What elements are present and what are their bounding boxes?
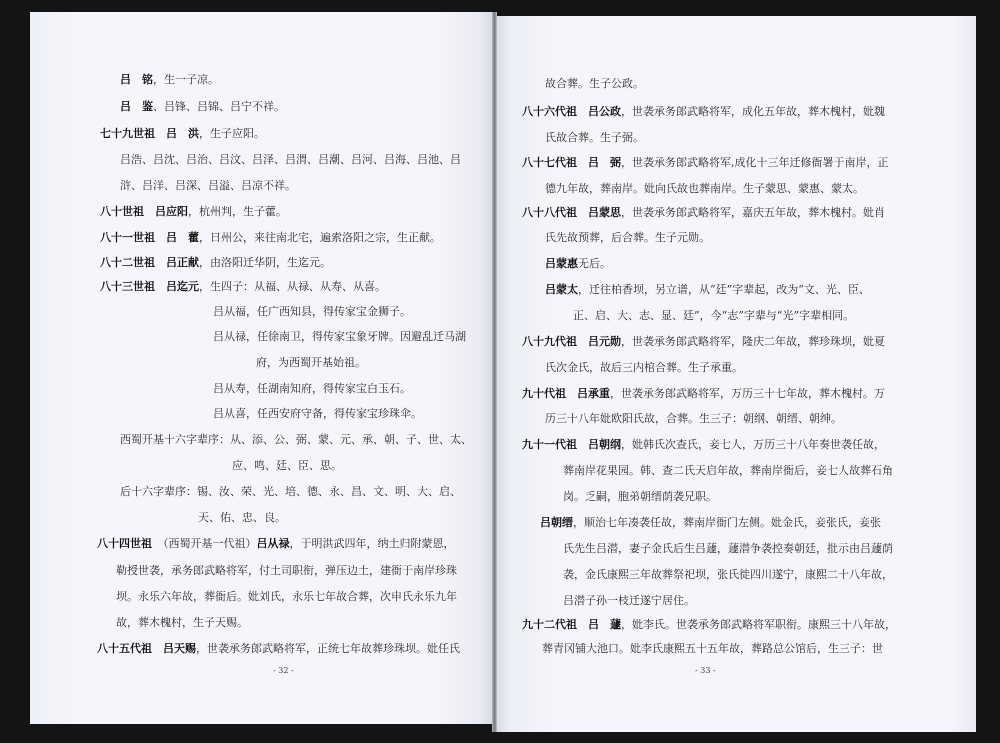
text-line — [100, 205, 287, 219]
text-line — [522, 618, 896, 632]
text-line — [213, 407, 422, 421]
text-line — [522, 105, 885, 119]
genealogy-heading: 八十六代祖 吕公政 — [522, 105, 621, 118]
genealogy-heading: 九十一代祖 吕朝纲 — [522, 438, 621, 451]
body-text: （西蜀开基一代祖） — [163, 537, 257, 550]
text-line — [540, 516, 881, 530]
genealogy-heading: 九十代祖 吕承重 — [522, 387, 610, 400]
text-line — [97, 642, 460, 656]
genealogy-heading: 七十九世祖 吕 洪 — [100, 127, 199, 140]
text-line — [563, 542, 893, 556]
text-line — [522, 206, 885, 220]
text-line — [545, 182, 864, 196]
genealogy-heading: 八十八代祖 吕蒙思 — [522, 206, 621, 219]
body-text: ，生四子：从福、从禄、从寿、从喜。 — [199, 280, 386, 293]
genealogy-heading: 八十四世祖 — [97, 537, 163, 550]
body-text: 袭，金氏康熙三年故葬祭祀坝，张氏徙四川遂宁，康熙二十八年故， — [563, 568, 893, 581]
text-line — [116, 564, 457, 578]
text-line — [563, 490, 717, 504]
text-line — [563, 464, 893, 478]
body-text: 正、启、大、志、显、廷”，今“志”字辈与“光”字辈相同。 — [573, 309, 855, 322]
text-line — [545, 257, 611, 271]
page-number: - 32 - — [273, 666, 294, 675]
left-page — [30, 12, 493, 724]
text-line — [545, 231, 710, 245]
body-text: 氏故合葬。生子弼。 — [545, 131, 644, 144]
body-text: 西蜀开基十六字辈序：从、添、公、弼、蒙、元、承、朝、子、世、太、 — [120, 433, 472, 446]
body-text: ，世袭承务郎武略将军，嘉庆五年故，葬木槐村。妣肖 — [621, 206, 885, 219]
text-line — [256, 356, 366, 370]
page-number: - 33 - — [695, 666, 716, 675]
book-spine — [492, 12, 497, 732]
text-line — [120, 100, 285, 114]
body-text: 应、鸣、廷、臣、思。 — [232, 459, 342, 472]
body-text: ，妣韩氏次查氏，妾七人，万历三十八年奏世袭任故， — [621, 438, 885, 451]
body-text: ，世袭承务郎武略将军，隆庆二年故，葬珍珠坝，妣夏 — [621, 335, 885, 348]
text-line — [573, 309, 854, 323]
genealogy-heading: 八十世祖 吕应阳 — [100, 205, 188, 218]
text-line — [545, 131, 644, 145]
body-text: 葬南岸花果园。韩、查二氏天启年故，葬南岸衙后，妾七人故葬石角 — [563, 464, 893, 477]
body-text: ，杭州判，生子藿。 — [188, 205, 287, 218]
text-line — [198, 511, 286, 525]
body-text: 德九年故，葬南岸。妣向氏故也葬南岸。生子蒙思、蒙惠、蒙太。 — [545, 182, 864, 195]
genealogy-heading: 九十二代祖 吕 蘧 — [522, 618, 621, 631]
text-line — [97, 537, 455, 551]
genealogy-heading: 八十七代祖 吕 弼 — [522, 156, 621, 169]
body-text: 后十六字辈序：锡、汝、荣、光、培、德、永、昌、文、明、大、启、 — [120, 485, 461, 498]
body-text: 葬青冈铺大池口。妣李氏康熙五十五年故，葬路总公馆后，生三子：世 — [542, 642, 883, 655]
text-line — [522, 335, 885, 349]
genealogy-heading: 吕从禄 — [256, 537, 290, 550]
text-line — [545, 412, 842, 426]
text-line — [563, 568, 893, 582]
text-line — [213, 330, 466, 344]
text-line — [213, 305, 411, 319]
body-text: ，由洛阳迁华阴，生迄元。 — [199, 256, 331, 269]
text-line — [545, 361, 743, 375]
genealogy-heading: 八十三世祖 吕迄元 — [100, 280, 199, 293]
genealogy-heading: 吕朝缙 — [540, 516, 573, 529]
text-line — [100, 127, 265, 141]
text-line — [116, 590, 457, 604]
body-text: 氏次金氏，故后三内棺合葬。生子承重。 — [545, 361, 743, 374]
text-line — [545, 283, 870, 297]
body-text: 浒、吕洋、吕深、吕溢、吕凉不祥。 — [120, 179, 296, 192]
genealogy-heading: 吕 鉴 — [120, 100, 153, 113]
body-text: ，于明洪武四年，纳土归附蒙恩， — [289, 537, 455, 550]
body-text: ，生一子凉。 — [153, 73, 219, 86]
body-text: 吕从喜，任西安府守备，得传家宝珍珠伞。 — [213, 407, 422, 420]
body-text: 历三十八年妣欧阳氏故，合葬。生三子：朝纲、朝缙、朝绅。 — [545, 412, 842, 425]
body-text: 天、佑、忠、良。 — [198, 511, 286, 524]
text-line — [213, 382, 411, 396]
body-text: 吕从福，任广西知县，得传家宝金狮子。 — [213, 305, 411, 318]
body-text: ，世袭承务郎武略将军，正统七年故葬珍珠坝。妣任氏 — [196, 642, 460, 655]
body-text: 、吕锋、吕锦、吕宁不祥。 — [153, 100, 285, 113]
body-text: ，世袭承务郎武略将军,成化十三年迁修衙署于南岸，正 — [621, 156, 889, 169]
body-text: 吕浩、吕沈、吕治、吕汶、吕泽、吕渭、吕潮、吕河、吕海、吕池、吕 — [120, 153, 461, 166]
genealogy-heading: 八十一世祖 吕 藿 — [100, 231, 199, 244]
body-text: ，日州公，来往南北宅，遍索洛阳之宗，生正献。 — [199, 231, 441, 244]
body-text: ，妣李氏。世袭承务郎武略将军职衔。康熙三十八年故， — [621, 618, 896, 631]
genealogy-heading: 吕蒙太 — [545, 283, 578, 296]
text-line — [545, 77, 644, 91]
body-text: 氏先生吕潜，妻子金氏后生吕蘧，蘧潜争袭控奏朝廷，批示由吕蘧荫 — [563, 542, 893, 555]
text-line — [522, 156, 889, 170]
text-line — [120, 73, 219, 87]
body-text: ，世袭承务郎武略将军，万历三十七年故，葬木槐村。万 — [610, 387, 885, 400]
text-line — [100, 256, 331, 270]
text-line — [116, 616, 248, 630]
body-text: ，生子应阳。 — [199, 127, 265, 140]
body-text: 故合葬。生子公政。 — [545, 77, 644, 90]
genealogy-heading: 八十二世祖 吕正献 — [100, 256, 199, 269]
body-text: ，世袭承务郎武略将军，成化五年故，葬木槐村，妣魏 — [621, 105, 885, 118]
body-text: 故，葬木槐村，生子天赐。 — [116, 616, 248, 629]
body-text: ，迁往柏香坝，另立谱，从“廷”字辈起，改为“文、光、臣、 — [578, 283, 870, 296]
body-text: 勒授世袭，承务郎武略将军，付土司职衔，弹压边土，建衙于南岸珍珠 — [116, 564, 457, 577]
text-line — [120, 179, 296, 193]
body-text: 无后。 — [578, 257, 611, 270]
body-text: 坝。永乐六年故，葬衙后。妣刘氏，永乐七年故合葬，次申氏永乐九年 — [116, 590, 457, 603]
text-line — [522, 438, 885, 452]
body-text: ，顺治七年凑袭任故，葬南岸衙门左侧。妣金氏，妾张氏，妾张 — [573, 516, 881, 529]
genealogy-heading: 吕蒙惠 — [545, 257, 578, 270]
body-text: 吕潜子孙一枝迁遂宁居住。 — [563, 594, 695, 607]
text-line — [522, 387, 885, 401]
text-line — [120, 433, 472, 447]
genealogy-heading: 吕 铭 — [120, 73, 153, 86]
body-text: 吕从禄，任徐南卫，得传家宝象牙牌。因避乱迁马湖 — [213, 330, 466, 343]
body-text: 岗。乏嗣，胞弟朝缙荫袭兄职。 — [563, 490, 717, 503]
body-text: 氏先故预葬，后合葬。生子元勋。 — [545, 231, 710, 244]
text-line — [563, 594, 695, 608]
genealogy-heading: 八十五代祖 吕天赐 — [97, 642, 196, 655]
body-text: 府，为西蜀开基始祖。 — [256, 356, 366, 369]
body-text: 吕从寿，任湖南知府，得传家宝白玉石。 — [213, 382, 411, 395]
genealogy-heading: 八十九代祖 吕元勋 — [522, 335, 621, 348]
text-line — [232, 459, 342, 473]
text-line — [120, 485, 461, 499]
text-line — [100, 231, 441, 245]
text-line — [100, 280, 386, 294]
text-line — [542, 642, 883, 656]
text-line — [120, 153, 461, 167]
right-page — [496, 16, 976, 732]
